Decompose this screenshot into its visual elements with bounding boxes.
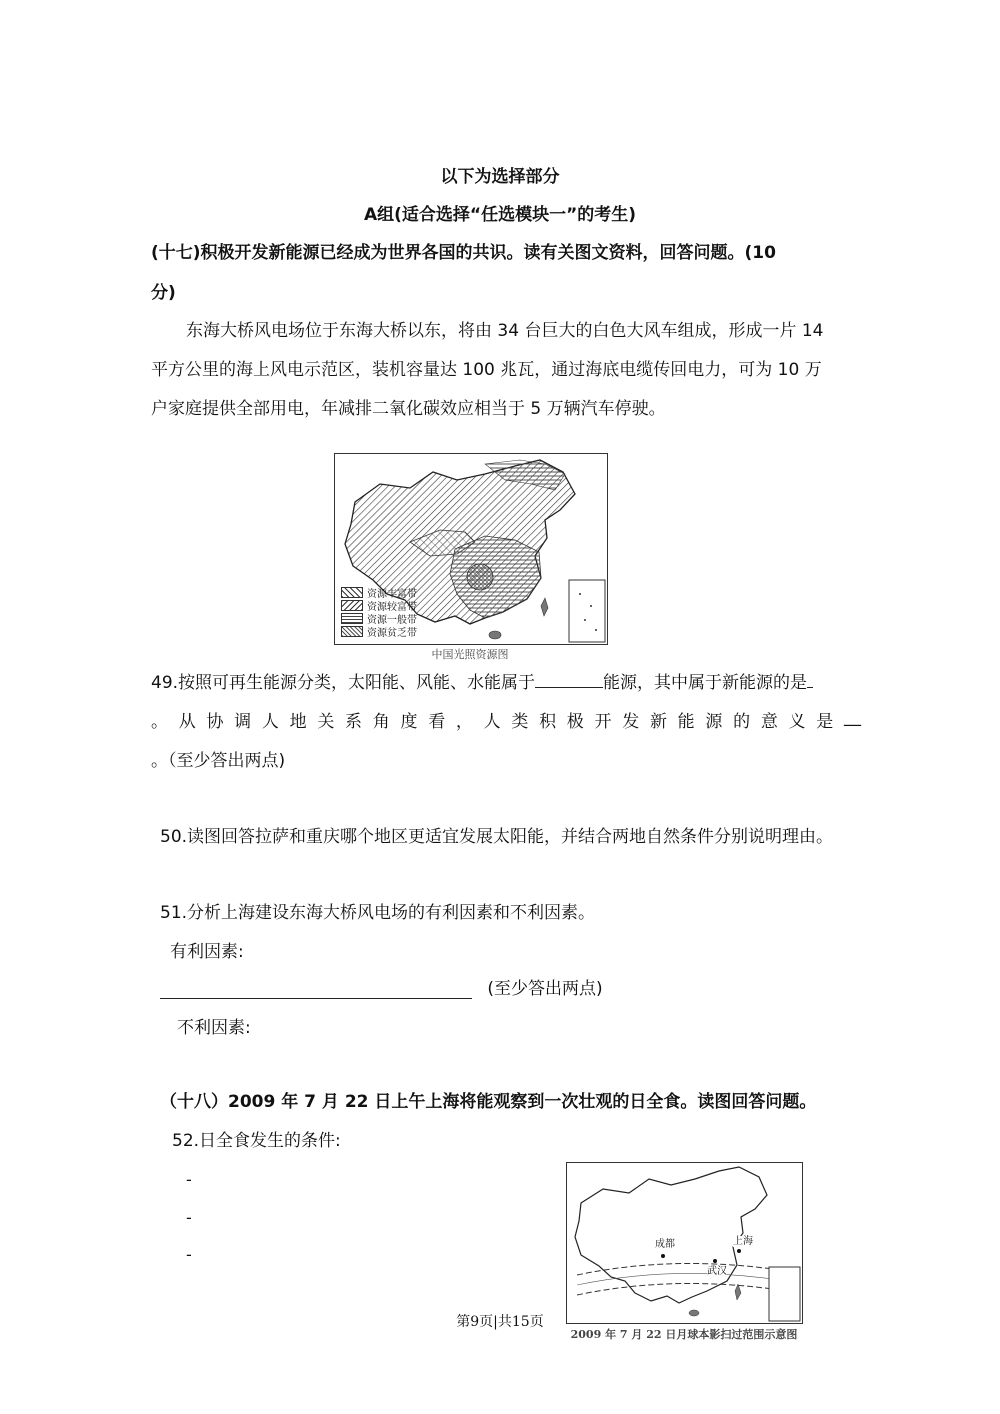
q17-heading-line2: 分) xyxy=(151,283,176,303)
q49-char: 是 xyxy=(816,712,834,732)
label-chengdu: 成都 xyxy=(655,1239,675,1250)
q49-char: 系 xyxy=(345,712,363,732)
q17-paragraph-line3: 户家庭提供全部用电，年减排二氧化碳效应相当于 5 万辆汽车停驶。 xyxy=(151,399,666,419)
q49-char: 积 xyxy=(539,712,557,732)
q18-heading: （十八）2009 年 7 月 22 日上午上海将能观察到一次壮观的日全食。读图回答问题。 xyxy=(160,1092,817,1112)
q49-char: 地 xyxy=(289,712,307,732)
q49-blank-1[interactable] xyxy=(535,687,603,688)
q49-line1 xyxy=(151,668,813,693)
q17-paragraph-line2: 平方公里的海上风电示范区，装机容量达 100 兆瓦，通过海底电缆传回电力，可为 10 万 xyxy=(151,360,822,380)
q49-char: 。 xyxy=(151,712,168,732)
q49-char: 从 xyxy=(178,712,196,732)
q49-char: 开 xyxy=(594,712,612,732)
legend-swatch xyxy=(341,626,363,637)
q17-paragraph-line1: 东海大桥风电场位于东海大桥以东，将由 34 台巨大的白色大风车组成，形成一片 14 xyxy=(186,321,824,341)
q49-text-a: 49.按照可再生能源分类，太阳能、风能、水能属于 xyxy=(151,673,536,693)
map1-caption: 中国光照资源图 xyxy=(431,648,509,661)
q49-char: 的 xyxy=(733,712,751,732)
q49-char: 意 xyxy=(760,712,778,732)
q49-blank-2[interactable] xyxy=(807,687,813,688)
q49-char: 调 xyxy=(234,712,252,732)
eclipse-path-map xyxy=(566,1162,803,1324)
q49-char: 义 xyxy=(788,712,806,732)
label-wuhan: 武汉 xyxy=(707,1266,727,1277)
q49-text-b: 能源，其中属于新能源的是 xyxy=(603,673,808,693)
legend-swatch xyxy=(341,587,363,598)
eclipse-map-drawing xyxy=(567,1163,802,1323)
q51-blank[interactable] xyxy=(160,980,472,999)
legend-label: 资源贫乏带 xyxy=(367,628,417,639)
group-title: A组(适合选择“任选模块一”的考生) xyxy=(363,205,637,225)
q52-dash-1: - xyxy=(186,1170,192,1189)
q49-char: 极 xyxy=(566,712,584,732)
legend-item-poor xyxy=(341,625,417,638)
q49-char: 角 xyxy=(372,712,390,732)
q49-char: 人 xyxy=(261,712,279,732)
china-sunlight-map xyxy=(334,453,608,645)
q49-char: 关 xyxy=(317,712,335,732)
legend-label: 资源丰富带 xyxy=(367,589,417,600)
q51-note: (至少答出两点) xyxy=(487,979,603,999)
legend-swatch xyxy=(341,613,363,624)
q52-text: 52.日全食发生的条件: xyxy=(172,1131,341,1151)
q49-char: 新 xyxy=(649,712,667,732)
q49-blank-3[interactable]: __ xyxy=(843,707,861,727)
map2-caption: 2009 年 7 月 22 日月球本影扫过范围示意图 xyxy=(570,1328,798,1341)
q52-dash-3: - xyxy=(186,1245,192,1264)
label-shanghai: 上海 xyxy=(733,1236,753,1247)
q51-text: 51.分析上海建设东海大桥风电场的有利因素和不利因素。 xyxy=(160,903,596,923)
section-title: 以下为选择部分 xyxy=(440,167,560,187)
q51-answer-line xyxy=(160,974,603,999)
q49-char: 人 xyxy=(483,712,501,732)
q49-char: 看 xyxy=(428,712,446,732)
legend-swatch xyxy=(341,600,363,611)
q49-char: ， xyxy=(455,712,473,732)
q49-line2 xyxy=(151,707,861,732)
q49-char: 源 xyxy=(705,712,723,732)
q49-line3: 。（至少答出两点) xyxy=(151,751,286,771)
q17-heading-line1: (十七)积极开发新能源已经成为世界各国的共识。读有关图文资料，回答问题。(10 xyxy=(151,243,776,263)
q51-unfavorable-label: 不利因素: xyxy=(177,1018,251,1038)
q49-char: 发 xyxy=(622,712,640,732)
legend-label: 资源一般带 xyxy=(367,615,417,626)
q51-favorable-label: 有利因素: xyxy=(170,942,244,962)
q50-text: 50.读图回答拉萨和重庆哪个地区更适宜发展太阳能，并结合两地自然条件分别说明理由。 xyxy=(160,827,834,847)
q49-char: 类 xyxy=(511,712,529,732)
page-footer: 第9页|共15页 xyxy=(456,1314,544,1330)
map1-legend xyxy=(341,586,417,638)
q52-dash-2: - xyxy=(186,1208,192,1227)
q49-char: 能 xyxy=(677,712,695,732)
q49-char: 度 xyxy=(400,712,418,732)
legend-label: 资源较富带 xyxy=(367,602,417,613)
q49-char: 协 xyxy=(206,712,224,732)
